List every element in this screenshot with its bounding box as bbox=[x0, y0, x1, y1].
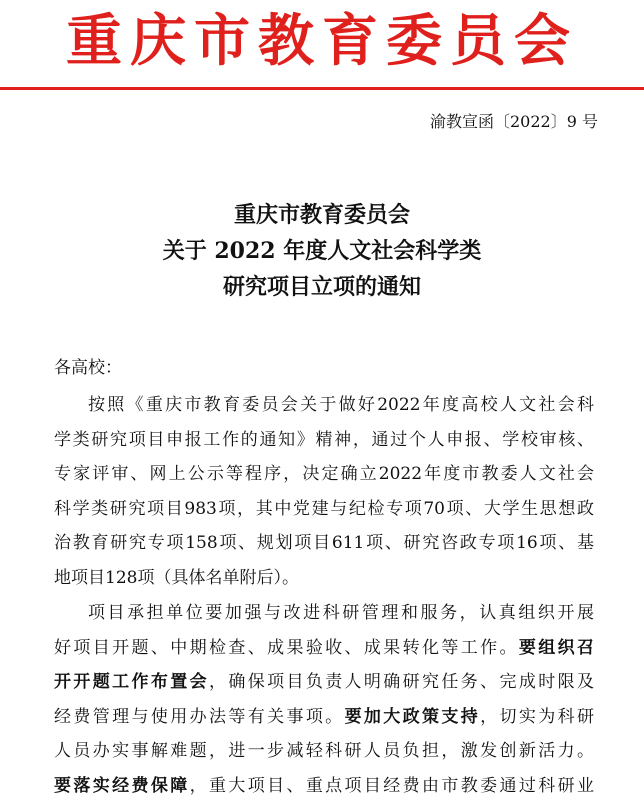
paragraph-2-line-5: 人员办实事解难题，进一步减轻科研人员负担，激发创新活力。 bbox=[54, 741, 594, 762]
paragraph-1-line-6: 地项目128项（具体名单附后）。 bbox=[54, 567, 299, 588]
red-divider-line bbox=[0, 87, 644, 90]
paragraph-1-line-5: 治教育研究专项158项、规划项目611项、研究咨政专项16项、基 bbox=[54, 533, 594, 554]
title-line-1: 重庆市教育委员会 bbox=[233, 202, 410, 228]
paragraph-1-line-2: 学类研究项目申报工作的通知》精神，通过个人申报、学校审核、 bbox=[54, 429, 594, 450]
paragraph-2-line-6 bbox=[54, 769, 594, 804]
title-line-2: 关于 2022 年度人文社会科学类 bbox=[162, 238, 482, 264]
paragraph-2-line-2 bbox=[54, 631, 594, 666]
emphasis-policy-support: 要加大政策支持 bbox=[344, 706, 481, 727]
emphasis-organize-meeting: 要组织召 bbox=[518, 637, 595, 658]
issuer-masthead: 重庆市教育委员会 bbox=[66, 8, 578, 74]
red-divider-bar bbox=[0, 87, 644, 90]
paragraph-1-line-1: 按照《重庆市教育委员会关于做好2022年度高校人文社会科 bbox=[88, 395, 594, 415]
document-number: 渝教宣函〔2022〕9 号 bbox=[430, 112, 598, 131]
paragraph-1-line-4: 科学类研究项目983项，其中党建与纪检专项70项、大学生思想政 bbox=[54, 498, 594, 519]
paragraph-2-line-4-text: 经费管理与使用办法等有关事项。 bbox=[54, 706, 345, 727]
document-title bbox=[0, 197, 644, 305]
emphasis-funding-guarantee: 要落实经费保障 bbox=[54, 775, 190, 796]
paragraph-2-line-4-tail: ，切实为科研 bbox=[480, 706, 595, 727]
paragraph-2-line-4 bbox=[54, 700, 594, 735]
title-line-3: 研究项目立项的通知 bbox=[222, 274, 421, 300]
salutation: 各高校： bbox=[54, 358, 122, 378]
paragraph-2-line-1: 项目承担单位要加强与改进科研管理和服务，认真组织开展 bbox=[88, 603, 594, 623]
paragraph-1 bbox=[54, 388, 594, 596]
paragraph-1-line-3: 专家评审、网上公示等程序，决定确立2022年度市教委人文社会 bbox=[54, 464, 594, 485]
paragraph-2-line-3 bbox=[54, 665, 594, 700]
paragraph-2 bbox=[54, 596, 594, 804]
paragraph-2-line-3-text: ，确保项目负责人明确研究任务、完成时限及 bbox=[208, 672, 595, 693]
paragraph-2-line-2-text: 好项目开题、中期检查、成果验收、成果转化等工作。 bbox=[54, 637, 519, 658]
emphasis-kickoff-meeting: 开开题工作布置会 bbox=[54, 672, 209, 693]
paragraph-2-line-6-text: ，重大项目、重点项目经费由市教委通过科研业 bbox=[189, 775, 595, 796]
